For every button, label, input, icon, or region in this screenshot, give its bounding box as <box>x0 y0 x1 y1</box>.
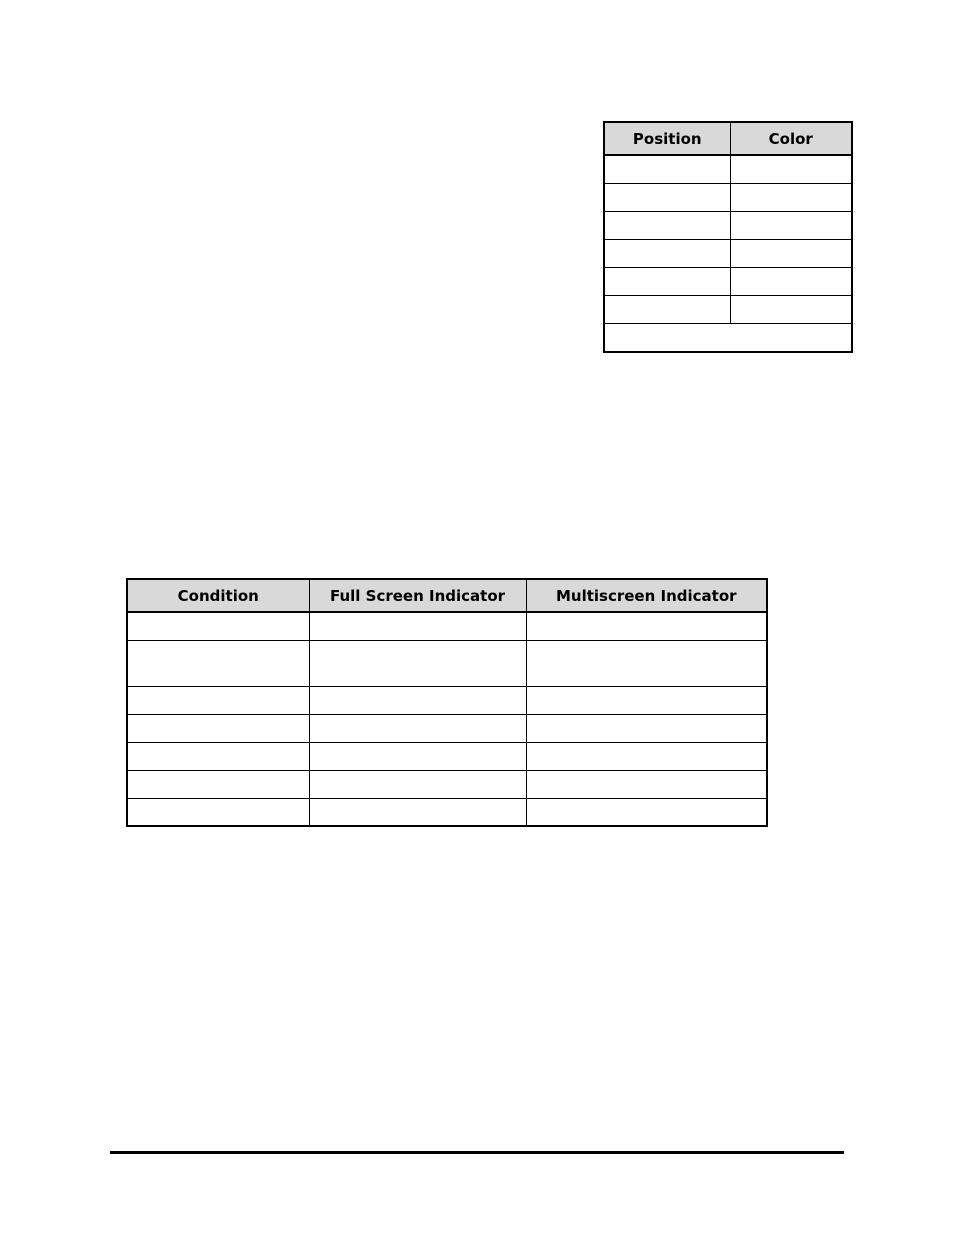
header-color: Color <box>730 122 852 155</box>
table-cell <box>604 183 730 211</box>
table-row <box>604 267 852 295</box>
table-header-row <box>127 579 767 612</box>
table-cell <box>127 742 309 770</box>
table-row <box>127 770 767 798</box>
table-cell <box>127 714 309 742</box>
table-row <box>604 155 852 183</box>
condition-indicator-table <box>126 578 768 827</box>
position-color-table <box>603 121 853 353</box>
table-cell <box>604 295 730 323</box>
table-cell <box>309 742 526 770</box>
table-row <box>127 612 767 640</box>
table-cell <box>309 612 526 640</box>
table-cell <box>309 640 526 686</box>
table-row <box>127 640 767 686</box>
table-cell <box>604 267 730 295</box>
table-cell <box>309 714 526 742</box>
table-cell <box>730 239 852 267</box>
table-cell <box>526 640 767 686</box>
table-cell <box>309 770 526 798</box>
table-cell <box>526 612 767 640</box>
table-cell <box>127 612 309 640</box>
table-footer-row <box>604 323 852 352</box>
table-cell <box>127 640 309 686</box>
table-cell <box>730 183 852 211</box>
table-row <box>604 295 852 323</box>
table-cell <box>526 770 767 798</box>
table-cell <box>127 798 309 826</box>
table-cell <box>730 155 852 183</box>
table-row <box>604 211 852 239</box>
table-cell <box>730 211 852 239</box>
table-row <box>127 742 767 770</box>
table-cell <box>526 714 767 742</box>
table-cell <box>309 686 526 714</box>
table-cell <box>526 798 767 826</box>
table-cell <box>526 742 767 770</box>
table-cell <box>309 798 526 826</box>
header-full-screen-indicator: Full Screen Indicator <box>309 579 526 612</box>
header-position: Position <box>604 122 730 155</box>
table-footer-cell <box>604 323 852 352</box>
table-cell <box>604 155 730 183</box>
table-cell <box>730 295 852 323</box>
table-row <box>127 686 767 714</box>
footer-divider <box>110 1151 844 1154</box>
table-cell <box>127 770 309 798</box>
table-row <box>127 714 767 742</box>
header-condition: Condition <box>127 579 309 612</box>
table-row <box>604 239 852 267</box>
table-row <box>127 798 767 826</box>
table-cell <box>604 239 730 267</box>
table-row <box>604 183 852 211</box>
table-cell <box>730 267 852 295</box>
table-cell <box>526 686 767 714</box>
table-header-row <box>604 122 852 155</box>
header-multiscreen-indicator: Multiscreen Indicator <box>526 579 767 612</box>
table-cell <box>127 686 309 714</box>
table-cell <box>604 211 730 239</box>
